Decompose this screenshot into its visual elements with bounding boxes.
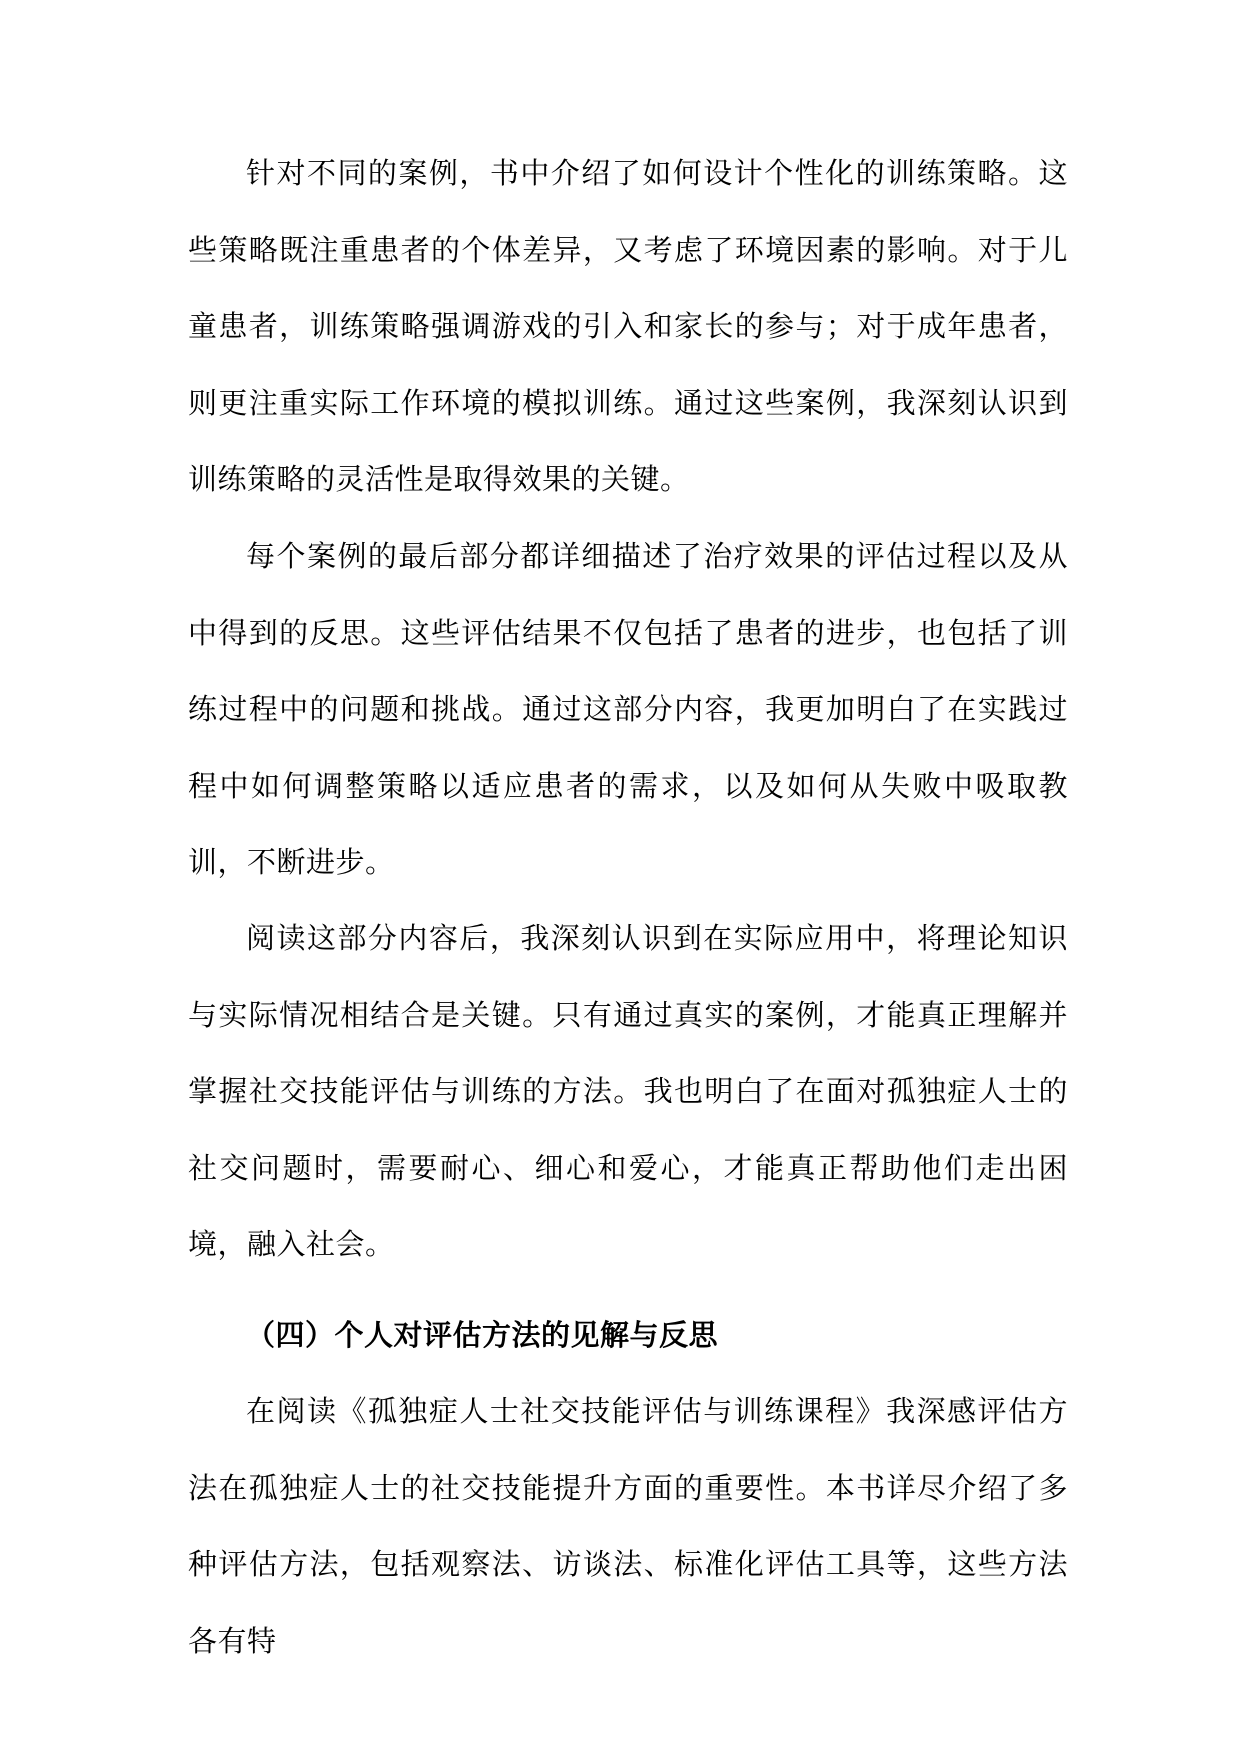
section-paragraph-assessment-methods: 在阅读《孤独症人士社交技能评估与训练课程》我深感评估方法在孤独症人士的社交技能提升方面的重要性。本书详尽介绍了多种评估方法，包括观察法、访谈法、标准化评估工具等，这些方法各有特 bbox=[188, 1394, 1068, 1658]
body-paragraph-evaluation-reflection: 每个案例的最后部分都详细描述了治疗效果的评估过程以及从中得到的反思。这些评估结果不仅包括了患者的进步，也包括了训练过程中的问题和挑战。通过这部分内容，我更加明白了在实践过程中如何调整策略以适应患者的需求，以及如何从失败中吸取教训，不断进步。 bbox=[188, 539, 1068, 879]
body-paragraph-training-strategies: 针对不同的案例，书中介绍了如何设计个性化的训练策略。这些策略既注重患者的个体差异，又考虑了环境因素的影响。对于儿童患者，训练策略强调游戏的引入和家长的参与；对于成年患者，则更注重实际工作环境的模拟训练。通过这些案例，我深刻认识到训练策略的灵活性是取得效果的关键。 bbox=[188, 156, 1068, 496]
body-paragraph-reading-insight: 阅读这部分内容后，我深刻认识到在实际应用中，将理论知识与实际情况相结合是关键。只有通过真实的案例，才能真正理解并掌握社交技能评估与训练的方法。我也明白了在面对孤独症人士的社交问题时，需要耐心、细心和爱心，才能真正帮助他们走出困境，融入社会。 bbox=[188, 921, 1068, 1261]
section-heading: （四）个人对评估方法的见解与反思 bbox=[246, 1318, 719, 1352]
